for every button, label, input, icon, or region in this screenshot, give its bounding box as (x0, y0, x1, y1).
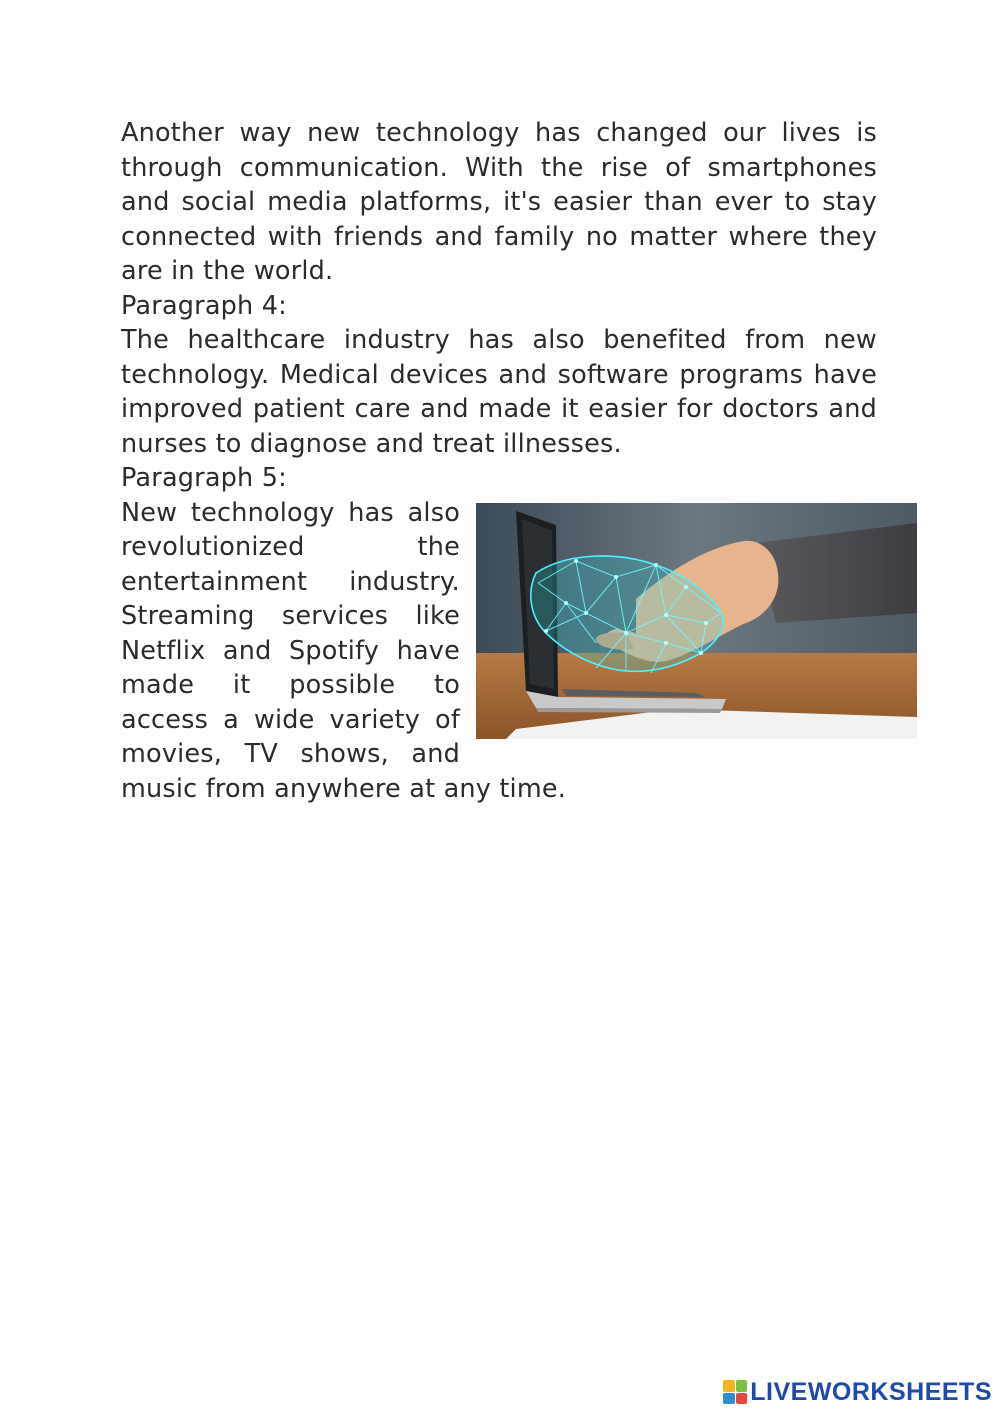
paragraph-3-text: Another way new technology has changed our lives is through communication. With the rise of smartphones and social media platforms, it's easier than ever to stay connected with friends and family no matter where they are in the world. (121, 118, 877, 286)
liveworksheets-logo (723, 1377, 992, 1407)
brand-name: LIVEWORKSHEETS (750, 1377, 992, 1406)
paragraph-5-block (121, 496, 877, 807)
laptop-handshake-image (476, 503, 917, 739)
worksheet-page (121, 116, 877, 806)
paragraph-4-heading: Paragraph 4: (121, 290, 287, 321)
paragraph-5-heading: Paragraph 5: (121, 463, 287, 493)
paragraph-4-text: The healthcare industry has also benefited from new technology. Medical devices and software programs have improved patient care and made it easier for doctors and nurses to diagnose and treat illnesses. (121, 325, 877, 459)
liveworksheets-mark-icon (723, 1380, 747, 1404)
paragraph-5-text: New technology has also revolutionized the entertainment industry. Streaming services like Netflix and Spotify have made it possible to access a wide variety of movies, TV shows, and music from anywhere at any time. (121, 497, 567, 804)
